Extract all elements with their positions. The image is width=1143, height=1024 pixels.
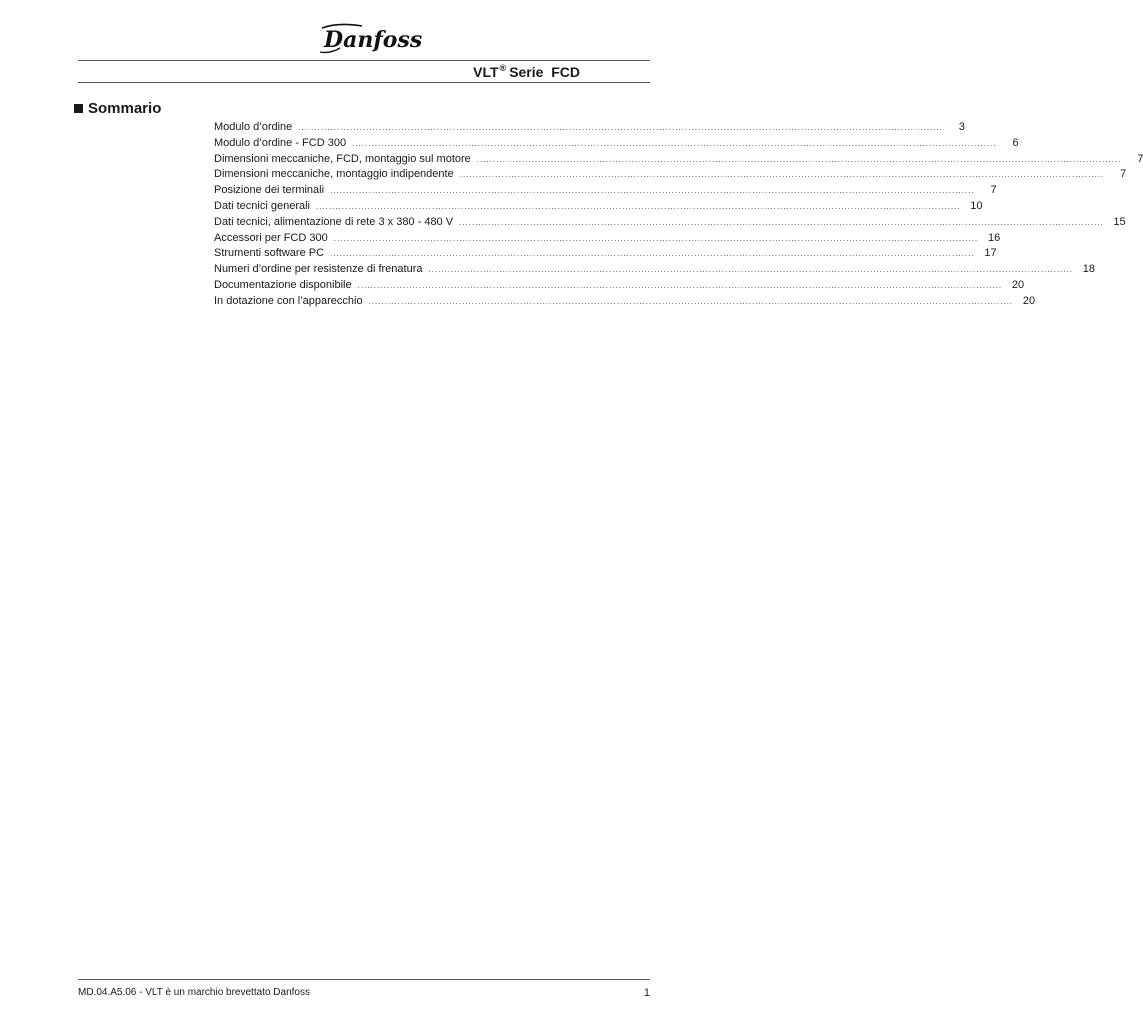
toc-entry-label: Documentazione disponibile [214, 278, 352, 291]
toc-entry-page: 6 [1012, 136, 1019, 149]
toc-entry-page: 15 [1113, 215, 1126, 228]
toc-entry[interactable] [214, 136, 1019, 152]
toc-entry-page: 17 [984, 247, 997, 260]
toc-leader-dots: ........................................................................................................................................................................................................ [352, 138, 997, 148]
toc-entry-label: Dati tecnici, alimentazione di rete 3 x 380 - 480 V [214, 215, 454, 228]
toc-entry-label: Posizione dei terminali [214, 184, 325, 197]
toc-leader-dots: ........................................................................................................................................................................................................ [316, 201, 961, 211]
toc-entry-page: 20 [1011, 278, 1025, 291]
toc-entry[interactable] [214, 278, 1025, 294]
toc-entry-label: Strumenti software PC [214, 247, 325, 260]
toc-entry-page: 3 [958, 121, 965, 133]
series-title-suffix: Serie FCD [509, 64, 580, 80]
danfoss-logo [318, 20, 422, 56]
toc-leader-dots: ........................................................................................................................................................................................................ [428, 265, 1074, 275]
toc-entry-page: 7 [990, 184, 997, 197]
page-number: 1 [643, 987, 650, 999]
table-of-contents [214, 120, 1143, 310]
toc-entry-page: 10 [970, 199, 983, 212]
toc-entry-label: Modulo d’ordine [214, 121, 293, 133]
toc-entry[interactable] [214, 183, 997, 199]
toc-leader-dots: ........................................................................................................................................................................................................ [298, 123, 943, 132]
header-bottom-rule [78, 82, 650, 83]
toc-entry[interactable] [214, 262, 1096, 278]
section-heading-text: Sommario [88, 100, 162, 117]
toc-entry[interactable] [214, 246, 997, 262]
toc-entry[interactable] [214, 152, 1143, 168]
toc-entry-label: Accessori per FCD 300 [214, 231, 328, 244]
toc-entry-page: 18 [1082, 263, 1096, 276]
toc-entry-label: Modulo d’ordine - FCD 300 [214, 136, 347, 149]
toc-leader-dots: ........................................................................................................................................................................................................ [357, 280, 1003, 290]
toc-leader-dots: ........................................................................................................................................................................................................ [333, 233, 979, 243]
toc-entry-label: In dotazione con l’apparecchio [214, 294, 363, 307]
toc-entry-label: Numeri d’ordine per resistenze di frenatura [214, 263, 423, 276]
toc-entry-page: 16 [988, 231, 1001, 244]
toc-entry-page: 7 [1120, 168, 1127, 181]
footer-text: MD.04.A5.06 - VLT è un marchio brevettato Danfoss [78, 987, 310, 998]
toc-entry[interactable] [214, 199, 983, 215]
toc-entry-label: Dati tecnici generali [214, 199, 310, 212]
toc-entry[interactable] [214, 120, 965, 136]
toc-leader-dots: ........................................................................................................................................................................................................ [459, 170, 1105, 180]
toc-leader-dots: ........................................................................................................................................................................................................ [368, 296, 1014, 306]
section-heading [74, 100, 161, 117]
toc-leader-dots: ........................................................................................................................................................................................................ [330, 186, 975, 196]
svg-text:Danfoss: Danfoss [324, 27, 423, 53]
toc-entry-page: 20 [1022, 294, 1036, 307]
series-title-prefix: VLT [473, 64, 499, 80]
toc-entry[interactable] [214, 231, 1001, 247]
toc-entry-label: Dimensioni meccaniche, FCD, montaggio sul motore [214, 152, 471, 165]
toc-entry-page: 7 [1137, 152, 1143, 165]
toc-entry[interactable] [214, 167, 1127, 183]
toc-entry-label: Dimensioni meccaniche, montaggio indipendente [214, 168, 454, 181]
toc-leader-dots: ........................................................................................................................................................................................................ [476, 154, 1122, 164]
square-bullet-icon [74, 104, 83, 113]
header-top-rule [78, 60, 650, 61]
footer-rule [78, 979, 650, 980]
toc-leader-dots: ........................................................................................................................................................................................................ [459, 217, 1104, 227]
series-title [473, 64, 580, 80]
toc-entry[interactable] [214, 215, 1126, 231]
toc-entry[interactable] [214, 294, 1036, 310]
toc-leader-dots: ........................................................................................................................................................................................................ [330, 249, 975, 259]
registered-mark: ® [499, 63, 507, 73]
